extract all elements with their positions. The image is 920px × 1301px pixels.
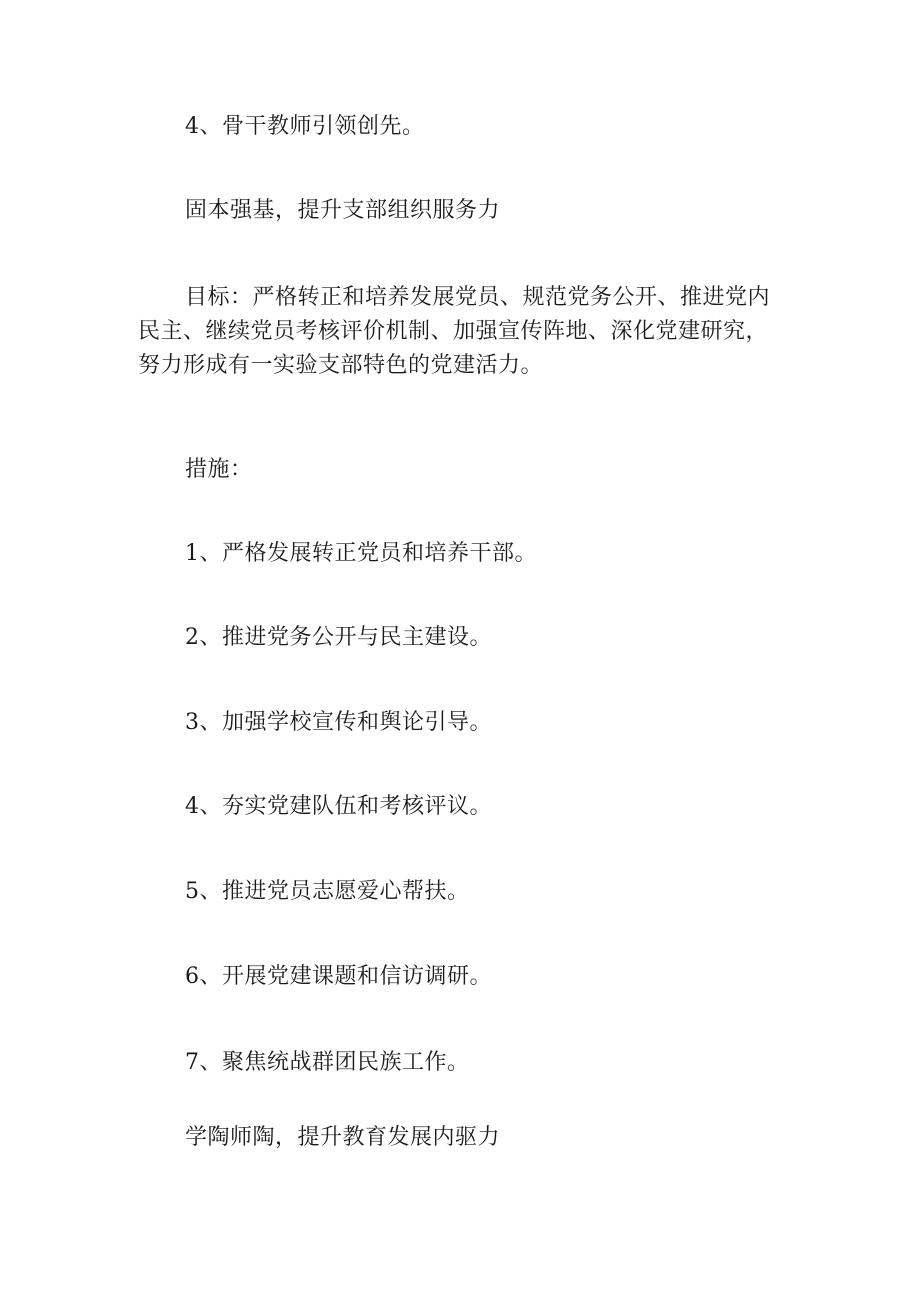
- goal-line-3: 努力形成有一实验支部特色的党建活力。: [138, 353, 544, 378]
- goal-paragraph: [138, 281, 788, 383]
- measure-item: 2、推进党务公开与民主建设。: [185, 625, 492, 650]
- measure-item: 3、加强学校宣传和舆论引导。: [185, 710, 492, 735]
- goal-line-1: 目标：严格转正和培养发展党员、规范党务公开、推进党内: [185, 285, 771, 310]
- measure-item: 1、严格发展转正党员和培养干部。: [185, 541, 537, 566]
- section-heading-education-drive: 学陶师陶，提升教育发展内驱力: [185, 1125, 501, 1150]
- section-heading-branch-service: 固本强基，提升支部组织服务力: [185, 198, 501, 223]
- backbone-teacher-item: 4、骨干教师引领创先。: [185, 114, 425, 139]
- measure-item: 5、推进党员志愿爱心帮扶。: [185, 879, 470, 904]
- measures-label: 措施：: [185, 457, 253, 482]
- measure-item: 6、开展党建课题和信访调研。: [185, 964, 492, 989]
- measure-item: 7、聚焦统战群团民族工作。: [185, 1050, 470, 1075]
- goal-line-2: 民主、继续党员考核评价机制、加强宣传阵地、深化党建研究，: [138, 319, 769, 344]
- measure-item: 4、夯实党建队伍和考核评议。: [185, 794, 492, 819]
